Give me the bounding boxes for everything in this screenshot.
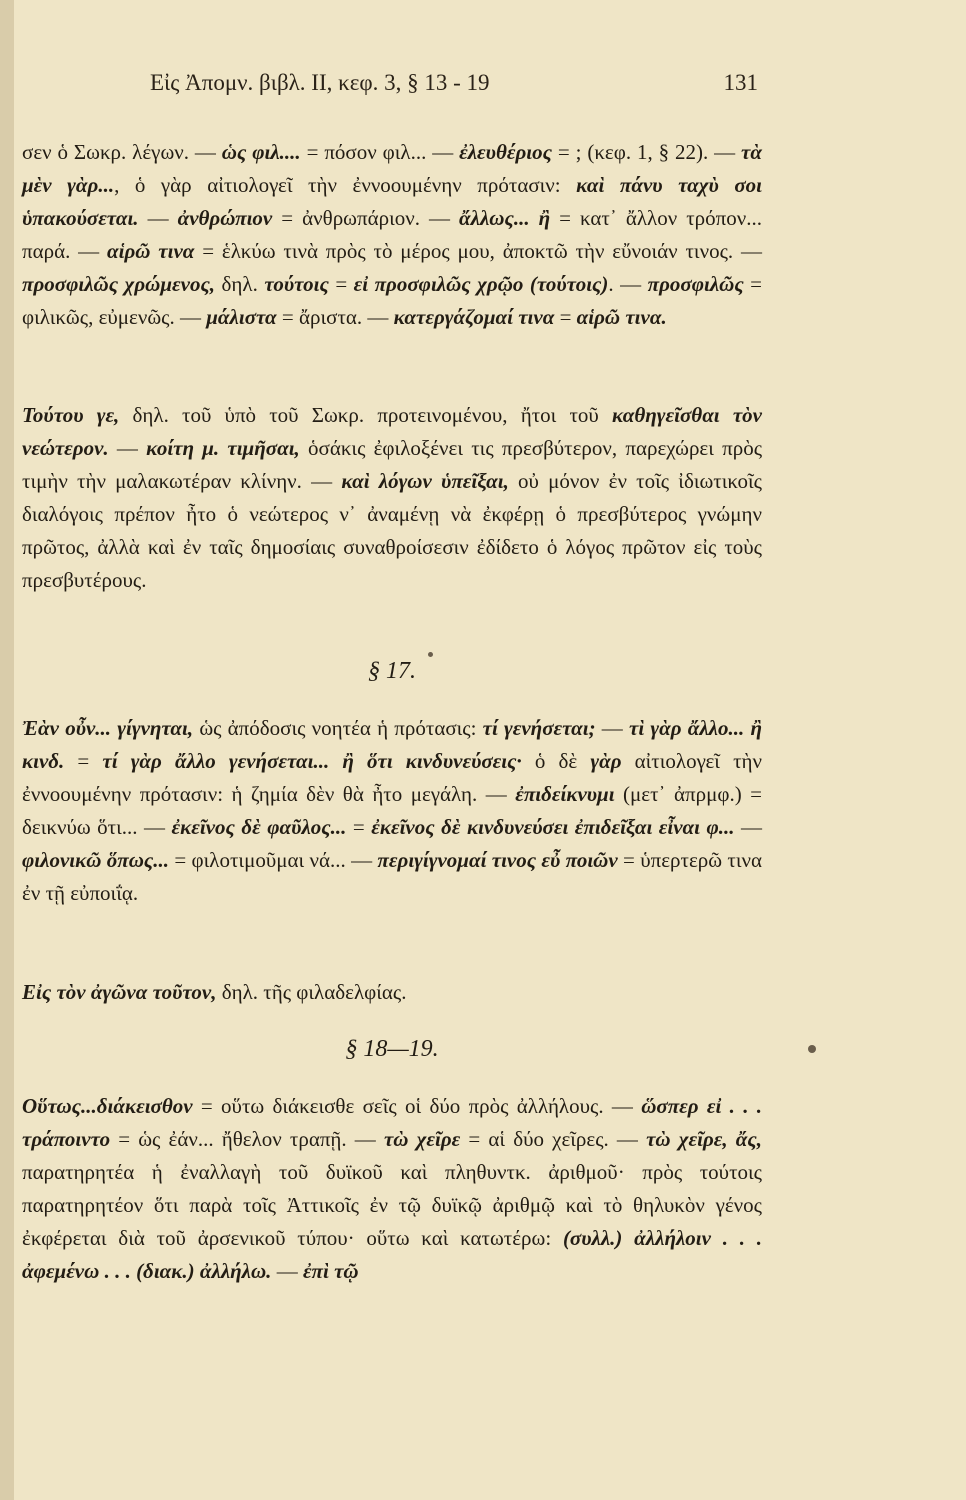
- lemma-text: προσφιλῶς: [647, 272, 744, 296]
- section-heading-18-19: § 18—19.: [345, 1036, 439, 1062]
- lemma-text: καὶ λόγων ὑπεῖξαι,: [341, 469, 509, 493]
- commentary-text: ὡς ἀπόδοσις νοητέα ἡ πρότασις:: [193, 716, 483, 740]
- commentary-text: = ὑπερτερῶ τινα ἐν τῇ εὐποιΐᾳ.: [22, 848, 762, 905]
- lemma-text: τιμῆσαι,: [227, 436, 300, 460]
- lemma-text: κοίτη μ.: [146, 436, 220, 460]
- lemma-text: τί γενήσεται;: [482, 716, 596, 740]
- lemma-text: τί γὰρ ἄλλο γενήσεται... ἢ ὅτι κινδυνεύσεις·: [102, 749, 522, 773]
- commentary-text: ὁσάκις ἐφιλοξένει τις πρεσβύτερον, παρεχώρει πρὸς τιμὴν τὴν μαλακωτέραν κλίνην. —: [22, 436, 763, 493]
- lemma-text: καὶ πάνυ ταχὺ σοι ὑπακούσεται.: [22, 173, 762, 230]
- commentary-text: = φιλοτιμοῦμαι νά... —: [169, 848, 378, 872]
- lemma-text: τὼ χεῖρε: [383, 1127, 461, 1151]
- lemma-text: τὼ χεῖρε, ἄς,: [646, 1127, 762, 1151]
- page-number: 131: [723, 70, 758, 95]
- commentary-text: παρατηρητέα ἡ ἐναλλαγὴ τοῦ δυϊκοῦ καὶ πληθυντκ. ἀριθμοῦ· πρὸς τούτοις παρατηρητέον ὅτι παρὰ τοῖς Ἀττικοῖς ἐν τῷ δυϊκῷ ἀριθμῷ καὶ τὸ θηλυκὸν γένος ἐκφέρεται διὰ τοῦ ἀρσενικοῦ τύπου· οὕτω καὶ κατωτέρω:: [22, 1160, 762, 1250]
- commentary-text: = ἄριστα. —: [276, 305, 394, 329]
- ink-speck: [428, 652, 433, 657]
- lemma-text: ἐπιδείκνυμι: [515, 782, 615, 806]
- commentary-text: = πόσον φιλ... —: [300, 140, 460, 164]
- commentary-text: —: [108, 436, 147, 460]
- lemma-text: κατεργάζομαί τινα: [393, 305, 555, 329]
- lemma-text: περιγίγνομαί τινος εὖ ποιῶν: [377, 848, 618, 872]
- commentary-text: = ἑλκύω τινὰ πρὸς τὸ μέρος μου, ἀποκτῶ τὴν εὔνοιάν τινος. —: [194, 239, 762, 263]
- commentary-text: σεν ὁ Σωκρ. λέγων. —: [22, 140, 222, 164]
- page-header: [150, 70, 760, 110]
- paragraph-4: [22, 976, 762, 1009]
- commentary-text: =: [328, 272, 354, 296]
- commentary-text: —: [271, 1259, 303, 1283]
- lemma-text: ἐκεῖνος δὲ κινδυνεύσει ἐπιδεῖξαι εἶναι φ...: [371, 815, 735, 839]
- lemma-text: ἀνθρώπιον: [177, 206, 273, 230]
- commentary-text: = ὡς ἐάν... ἤθελον τραπῇ. —: [110, 1127, 384, 1151]
- commentary-text: [530, 206, 539, 230]
- lemma-text: Τούτου γε,: [22, 403, 120, 427]
- commentary-text: = ἀνθρωπάριον. —: [272, 206, 460, 230]
- lemma-text: φιλονικῶ ὅπως...: [22, 848, 170, 872]
- lemma-text: Ἐὰν οὖν... γίγνηται,: [22, 716, 194, 740]
- lemma-text: ὥσπερ εἰ . . . τράποιντο: [22, 1094, 762, 1151]
- lemma-text: εἰ προσφιλῶς χρῷο (τούτοις): [353, 272, 609, 296]
- lemma-text: τὶ γὰρ ἄλλο... ἢ κινδ.: [22, 716, 762, 773]
- commentary-text: . —: [608, 272, 648, 296]
- commentary-text: = κατ᾽ ἄλλον τρόπον... παρά. —: [22, 206, 763, 263]
- commentary-text: = αἱ δύο χεῖρες. —: [460, 1127, 647, 1151]
- paragraph-1: [22, 136, 762, 334]
- ink-speck: [808, 1045, 816, 1053]
- commentary-text: = φιλικῶς, εὐμενῶς. —: [22, 272, 763, 329]
- commentary-text: =: [346, 815, 372, 839]
- paragraph-5: [22, 1090, 762, 1288]
- lemma-text: Οὕτως...διάκεισθον: [22, 1094, 193, 1118]
- lemma-text: ἢ: [538, 206, 551, 230]
- lemma-text: αἱρῶ τινα.: [576, 305, 667, 329]
- lemma-text: αἱρῶ τινα: [107, 239, 195, 263]
- lemma-text: τὰ μὲν γὰρ...: [22, 140, 762, 197]
- paragraph-2: [22, 399, 762, 597]
- commentary-text: =: [554, 305, 577, 329]
- commentary-text: αἰτιολογεῖ τὴν ἐννοουμένην πρότασιν: ἡ ζημία δὲν θὰ ἦτο μεγάλη. —: [22, 749, 763, 806]
- lemma-text: καθηγεῖσθαι τὸν νεώτερον.: [22, 403, 762, 460]
- commentary-text: , ὁ γὰρ αἰτιολογεῖ τὴν ἐννοουμένην πρότασιν:: [114, 173, 577, 197]
- commentary-text: οὐ μόνον ἐν τοῖς ἰδιωτικοῖς διαλόγοις πρέπον ἦτο ὁ νεώτερος ν᾽ ἀναμένῃ νὰ ἐκφέρῃ ὁ πρεσβύτερος γνώμην πρῶτος, ἀλλὰ καὶ ἐν ταῖς δημοσίαις συναθροίσεσιν ἐδίδετο ὁ λόγος πρῶτον εἰς τοὺς πρεσβυτέρους.: [22, 469, 762, 592]
- commentary-text: (μετ᾽ ἀπρμφ.) = δεικνύω ὅτι... —: [22, 782, 762, 839]
- lemma-text: ἐκεῖνος δὲ φαῦλος...: [171, 815, 347, 839]
- page-gutter-shadow: [0, 0, 14, 1500]
- lemma-text: (συλλ.) ἀλλήλοιν . . . ἀφεμένω . . . (διακ.) ἀλλήλω.: [22, 1226, 762, 1283]
- running-title: Εἰς Ἀπομν. βιβλ. II, κεφ. 3, § 13 - 19: [150, 70, 490, 95]
- commentary-text: = οὕτω διάκεισθε σεῖς οἱ δύο πρὸς ἀλλήλους. —: [192, 1094, 642, 1118]
- lemma-text: μάλιστα: [206, 305, 277, 329]
- commentary-text: —: [734, 815, 763, 839]
- lemma-text: ἐπὶ τῷ: [302, 1259, 359, 1283]
- commentary-text: δηλ.: [215, 272, 265, 296]
- commentary-text: —: [138, 206, 178, 230]
- commentary-text: ὁ δὲ: [521, 749, 591, 773]
- lemma-text: προσφιλῶς χρώμενος,: [22, 272, 216, 296]
- section-heading-17: § 17.: [368, 658, 416, 684]
- lemma-text: Εἰς τὸν ἀγῶνα τοῦτον,: [22, 980, 217, 1004]
- commentary-text: = ; (κεφ. 1, § 22). —: [551, 140, 742, 164]
- lemma-text: ὡς φιλ....: [221, 140, 301, 164]
- lemma-text: ἄλλως...: [459, 206, 530, 230]
- lemma-text: γὰρ: [590, 749, 622, 773]
- commentary-text: —: [595, 716, 630, 740]
- commentary-text: =: [64, 749, 103, 773]
- paragraph-3: [22, 712, 762, 910]
- commentary-text: δηλ. τοῦ ὑπὸ τοῦ Σωκρ. προτεινομένου, ἤτοι τοῦ: [119, 403, 613, 427]
- commentary-text: δηλ. τῆς φιλαδελφίας.: [216, 980, 407, 1004]
- lemma-text: τούτοις: [264, 272, 329, 296]
- lemma-text: ἐλευθέριος: [459, 140, 552, 164]
